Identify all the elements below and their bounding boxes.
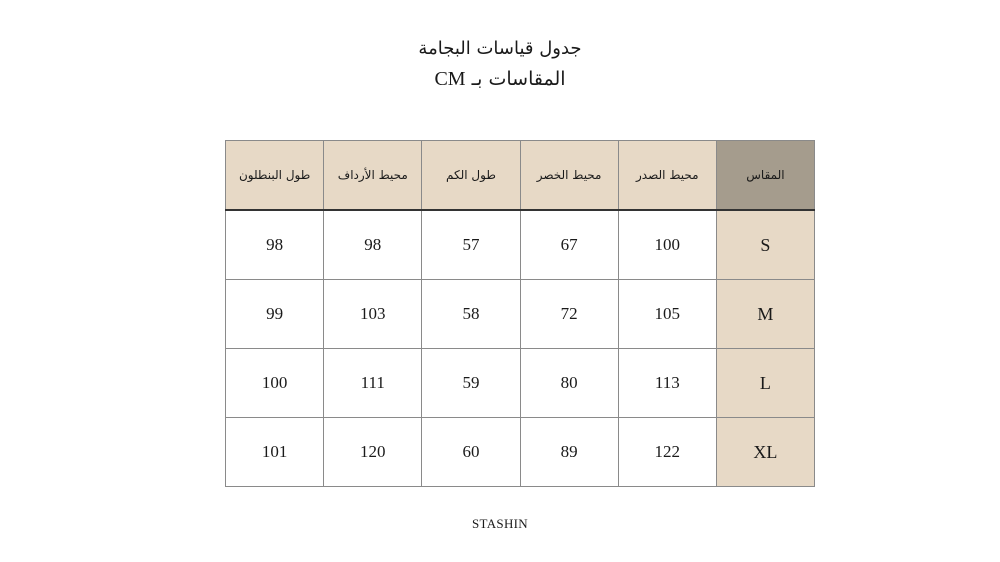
size-cell: S <box>716 210 814 280</box>
chest-cell: 113 <box>618 349 716 418</box>
subtitle-prefix: المقاسات بـ <box>471 68 566 90</box>
size-cell: M <box>716 280 814 349</box>
sleeve-cell: 60 <box>422 418 520 487</box>
size-table <box>225 140 815 487</box>
waist-cell: 67 <box>520 210 618 280</box>
sleeve-cell: 57 <box>422 210 520 280</box>
pants-length-cell: 100 <box>226 349 324 418</box>
hips-cell: 103 <box>324 280 422 349</box>
chart-title: جدول قياسات البجامة <box>418 38 582 59</box>
header-hips: محيط الأرداف <box>324 141 422 211</box>
waist-cell: 89 <box>520 418 618 487</box>
chest-cell: 105 <box>618 280 716 349</box>
subtitle-unit: CM <box>434 68 466 90</box>
size-cell: XL <box>716 418 814 487</box>
header-waist: محيط الخصر <box>520 141 618 211</box>
sleeve-cell: 58 <box>422 280 520 349</box>
hips-cell: 98 <box>324 210 422 280</box>
table-row <box>226 210 815 280</box>
table-row <box>226 418 815 487</box>
header-chest: محيط الصدر <box>618 141 716 211</box>
pants-length-cell: 98 <box>226 210 324 280</box>
hips-cell: 120 <box>324 418 422 487</box>
table-row <box>226 349 815 418</box>
pants-length-cell: 101 <box>226 418 324 487</box>
waist-cell: 80 <box>520 349 618 418</box>
table-row <box>226 280 815 349</box>
waist-cell: 72 <box>520 280 618 349</box>
brand-name: STASHIN <box>472 516 528 531</box>
chest-cell: 100 <box>618 210 716 280</box>
pants-length-cell: 99 <box>226 280 324 349</box>
header-pants-length: طول البنطلون <box>226 141 324 211</box>
header-sleeve-length: طول الكم <box>422 141 520 211</box>
hips-cell: 111 <box>324 349 422 418</box>
chest-cell: 122 <box>618 418 716 487</box>
table-header-row <box>226 141 815 211</box>
size-cell: L <box>716 349 814 418</box>
header-size: المقاس <box>716 141 814 211</box>
sleeve-cell: 59 <box>422 349 520 418</box>
chart-subtitle <box>0 68 1000 91</box>
